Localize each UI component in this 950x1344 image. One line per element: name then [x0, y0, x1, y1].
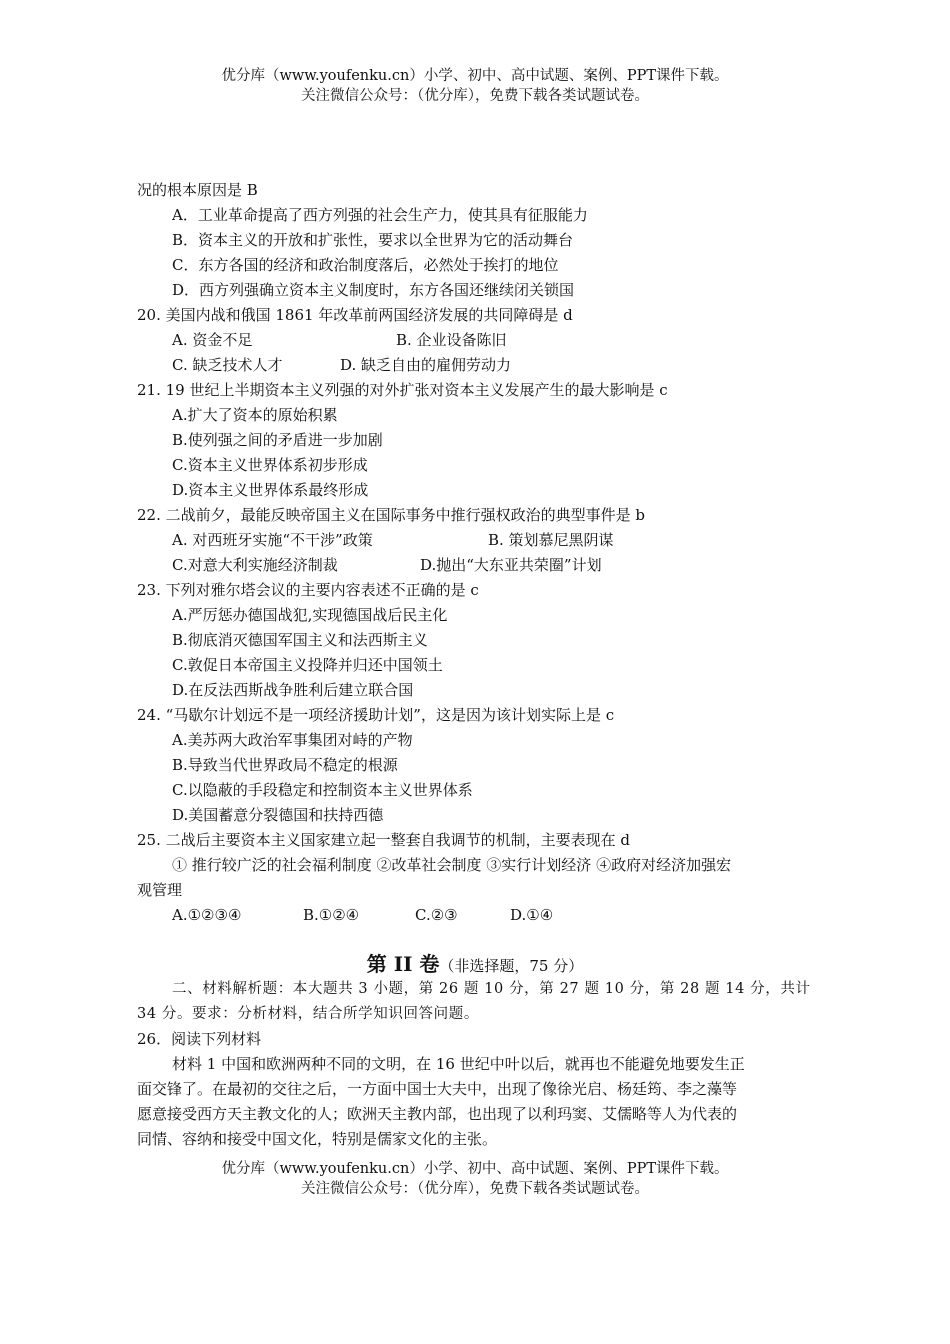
- q20-option-c: C. 缺乏技术人才: [172, 356, 283, 374]
- q19-option-b: B．资本主义的开放和扩张性，要求以全世界为它的活动舞台: [172, 231, 574, 249]
- q20-option-a: A. 资金不足: [172, 331, 253, 349]
- q25-items-line-2: 观管理: [137, 881, 183, 899]
- q22-stem: 22. 二战前夕，最能反映帝国主义在国际事务中推行强权政治的典型事件是 b: [137, 506, 645, 524]
- q19-option-c: C．东方各国的经济和政治制度落后，必然处于挨打的地位: [172, 256, 559, 274]
- footer-line-2: 关注微信公众号：（优分库），免费下载各类试题试卷。: [301, 1181, 649, 1197]
- q21-option-c: C.资本主义世界体系初步形成: [172, 456, 368, 474]
- q24-option-c: C.以隐蔽的手段稳定和控制资本主义世界体系: [172, 781, 473, 799]
- q21-stem: 21. 19 世纪上半期资本主义列强的对外扩张对资本主义发展产生的最大影响是 c: [137, 381, 668, 399]
- q25-option-a: A.①②③④: [172, 906, 242, 924]
- q24-option-d: D.美国蓄意分裂德国和扶持西德: [172, 806, 384, 824]
- q20-option-b: B. 企业设备陈旧: [396, 331, 507, 349]
- q25-option-d: D.①④: [510, 906, 554, 924]
- q19-option-a: A．工业革命提高了西方列强的社会生产力，使其具有征服能力: [172, 206, 588, 224]
- q22-option-c: C.对意大利实施经济制裁: [172, 556, 338, 574]
- q26-material-line-1: 材料 1 中国和欧洲两种不同的文明，在 16 世纪中叶以后，就再也不能避免地要发生正: [172, 1055, 745, 1073]
- part2-subtitle: （非选择题，75 分）: [439, 957, 584, 975]
- q22-option-b: B. 策划慕尼黑阴谋: [488, 531, 614, 549]
- header-line-1: 优分库（www.youfenku.cn）小学、初中、高中试题、案例、PPT课件下载。: [221, 68, 729, 84]
- q23-option-a: A.严厉惩办德国战犯,实现德国战后民主化: [172, 606, 448, 624]
- q24-stem: 24. “马歇尔计划远不是一项经济援助计划”，这是因为该计划实际上是 c: [137, 706, 615, 724]
- part2-title: [0, 951, 950, 979]
- header-line-2: 关注微信公众号：（优分库），免费下载各类试题试卷。: [301, 88, 649, 104]
- q24-option-a: A.美苏两大政治军事集团对峙的产物: [172, 731, 413, 749]
- q19-stem-tail: 况的根本原因是 B: [137, 181, 258, 199]
- q26-stem: 26．阅读下列材料: [137, 1030, 262, 1048]
- q23-option-d: D.在反法西斯战争胜利后建立联合国: [172, 681, 414, 699]
- part2-title-main: 第 II 卷: [366, 952, 440, 976]
- footer-line-1: 优分库（www.youfenku.cn）小学、初中、高中试题、案例、PPT课件下载。: [221, 1161, 729, 1177]
- q23-stem: 23. 下列对雅尔塔会议的主要内容表述不正确的是 c: [137, 581, 479, 599]
- q26-material-line-4: 同情、容纳和接受中国文化，特别是儒家文化的主张。: [137, 1130, 498, 1148]
- q19-option-d: D．西方列强确立资本主义制度时，东方各国还继续闭关锁国: [172, 281, 575, 299]
- q26-material-line-3: 愿意接受西方天主教文化的人；欧洲天主教内部，也出现了以利玛窦、艾儒略等人为代表的: [137, 1105, 738, 1123]
- q21-option-b: B.使列强之间的矛盾进一步加剧: [172, 431, 383, 449]
- q22-option-a: A. 对西班牙实施“不干涉”政策: [172, 531, 373, 549]
- part2-intro-line-1: 二、材料解析题：本大题共 3 小题，第 26 题 10 分，第 27 题 10 分，第 28 题 14 分，共计: [172, 981, 811, 997]
- q23-option-c: C.敦促日本帝国主义投降并归还中国领土: [172, 656, 443, 674]
- q25-option-c: C.②③: [415, 906, 458, 924]
- part2-intro-line-2: 34 分。要求：分析材料，结合所学知识回答问题。: [137, 1006, 479, 1022]
- q25-option-b: B.①②④: [303, 906, 360, 924]
- q20-stem: 20. 美国内战和俄国 1861 年改革前两国经济发展的共同障碍是 d: [137, 306, 573, 324]
- q21-option-a: A.扩大了资本的原始积累: [172, 406, 338, 424]
- q22-option-d: D.抛出“大东亚共荣圈”计划: [420, 556, 602, 574]
- q24-option-b: B.导致当代世界政局不稳定的根源: [172, 756, 398, 774]
- q25-stem: 25. 二战后主要资本主义国家建立起一整套自我调节的机制，主要表现在 d: [137, 831, 630, 849]
- q23-option-b: B.彻底消灭德国军国主义和法西斯主义: [172, 631, 428, 649]
- q25-items-line-1: ① 推行较广泛的社会福利制度 ②改革社会制度 ③实行计划经济 ④政府对经济加强宏: [172, 856, 732, 874]
- q21-option-d: D.资本主义世界体系最终形成: [172, 481, 369, 499]
- q26-material-line-2: 面交锋了。在最初的交往之后，一方面中国士大夫中，出现了像徐光启、杨廷筠、李之藻等: [137, 1080, 738, 1098]
- q20-option-d: D. 缺乏自由的雇佣劳动力: [340, 356, 512, 374]
